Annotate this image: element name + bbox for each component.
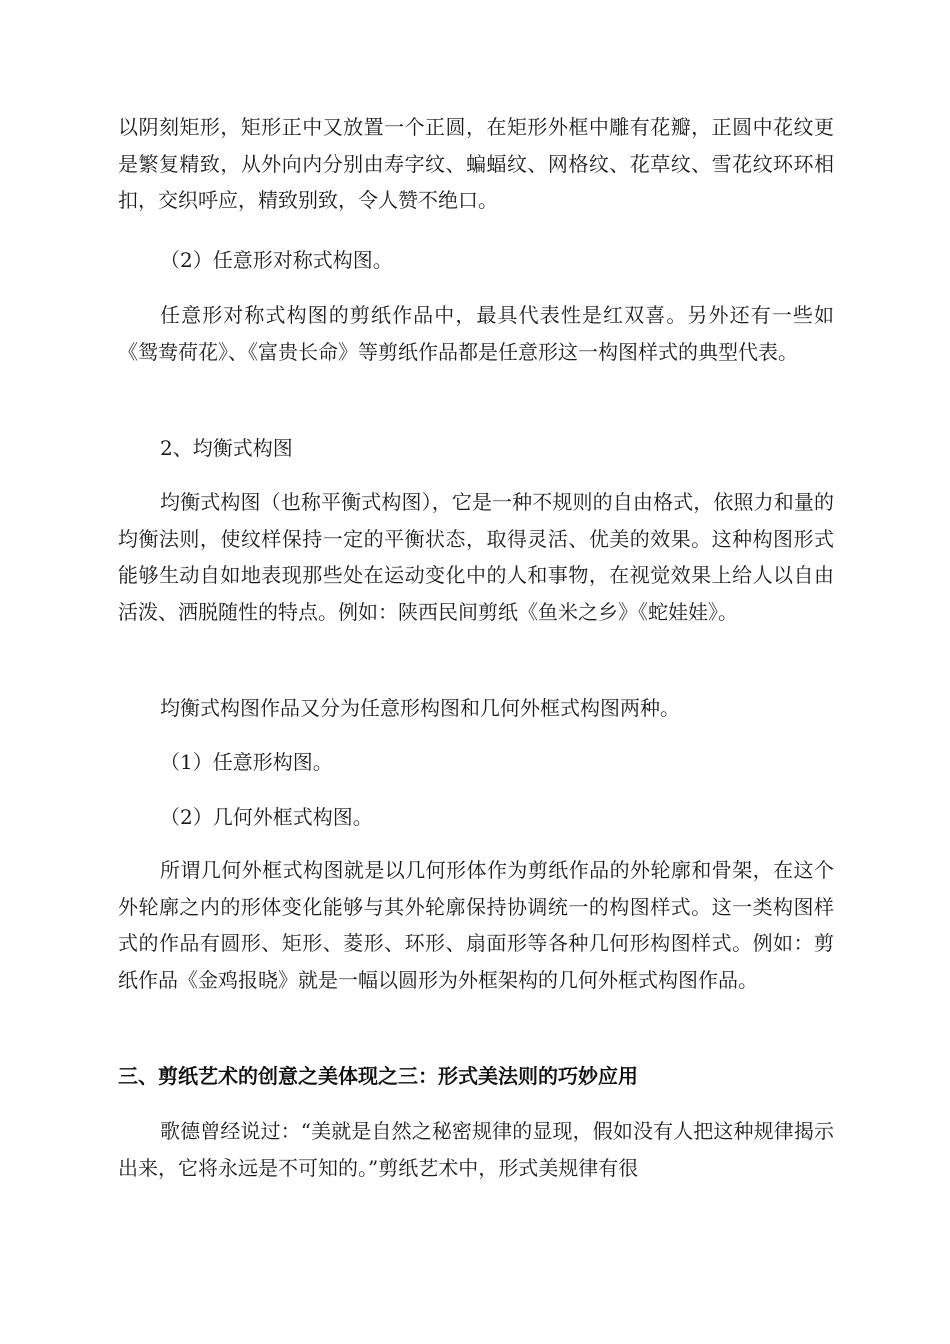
subsection-symmetric-freeform: （2）任意形对称式构图。 bbox=[160, 248, 393, 272]
subsection-geometric-frame: （2）几何外框式构图。 bbox=[160, 805, 373, 829]
paragraph-geometric-frame: 所谓几何外框式构图就是以几何形体作为剪纸作品的外轮廓和骨架，在这个外轮廓之内的形体变化能够与其外轮廓保持协调统一的构图样式。这一类构图样式的作品有圆形、矩形、菱形、环形、扇面形等各种几何形构图样式。例如：剪纸作品《金鸡报晓》就是一幅以圆形为外框架构的几何外框式构图作品。 bbox=[118, 858, 834, 992]
paragraph-balanced-composition: 均衡式构图（也称平衡式构图），它是一种不规则的自由格式，依照力和量的均衡法则，使纹样保持一定的平衡状态，取得灵活、优美的效果。这种构图形式能够生动自如地表现那些处在运动变化中的人和事物，在视觉效果上给人以自由活泼、洒脱随性的特点。例如：陕西民间剪纸《鱼米之乡》《蛇娃娃》。 bbox=[118, 490, 834, 624]
section-balanced-composition: 2、均衡式构图 bbox=[160, 436, 293, 460]
paragraph-symmetric-freeform: 任意形对称式构图的剪纸作品中，最具代表性是红双喜。另外还有一些如《鸳鸯荷花》、《富贵长命》等剪纸作品都是任意形这一构图样式的典型代表。 bbox=[118, 303, 834, 364]
paragraph-intro: 以阴刻矩形，矩形正中又放置一个正圆，在矩形外框中雕有花瓣，正圆中花纹更是繁复精致，从外向内分别由寿字纹、蝙蝠纹、网格纹、花草纹、雪花纹环环相扣，交织呼应，精致别致，令人赞不绝口。 bbox=[118, 115, 834, 212]
paragraph-goethe-quote: 歌德曾经说过：“美就是自然之秘密规律的显现，假如没有人把这种规律揭示出来，它将永远是不可知的。”剪纸艺术中，形式美规律有很 bbox=[118, 1119, 834, 1180]
subsection-freeform: （1）任意形构图。 bbox=[160, 750, 333, 774]
paragraph-balanced-types: 均衡式构图作品又分为任意形构图和几何外框式构图两种。 bbox=[160, 696, 680, 720]
section-heading-three: 三、剪纸艺术的创意之美体现之三：形式美法则的巧妙应用 bbox=[118, 1064, 638, 1088]
